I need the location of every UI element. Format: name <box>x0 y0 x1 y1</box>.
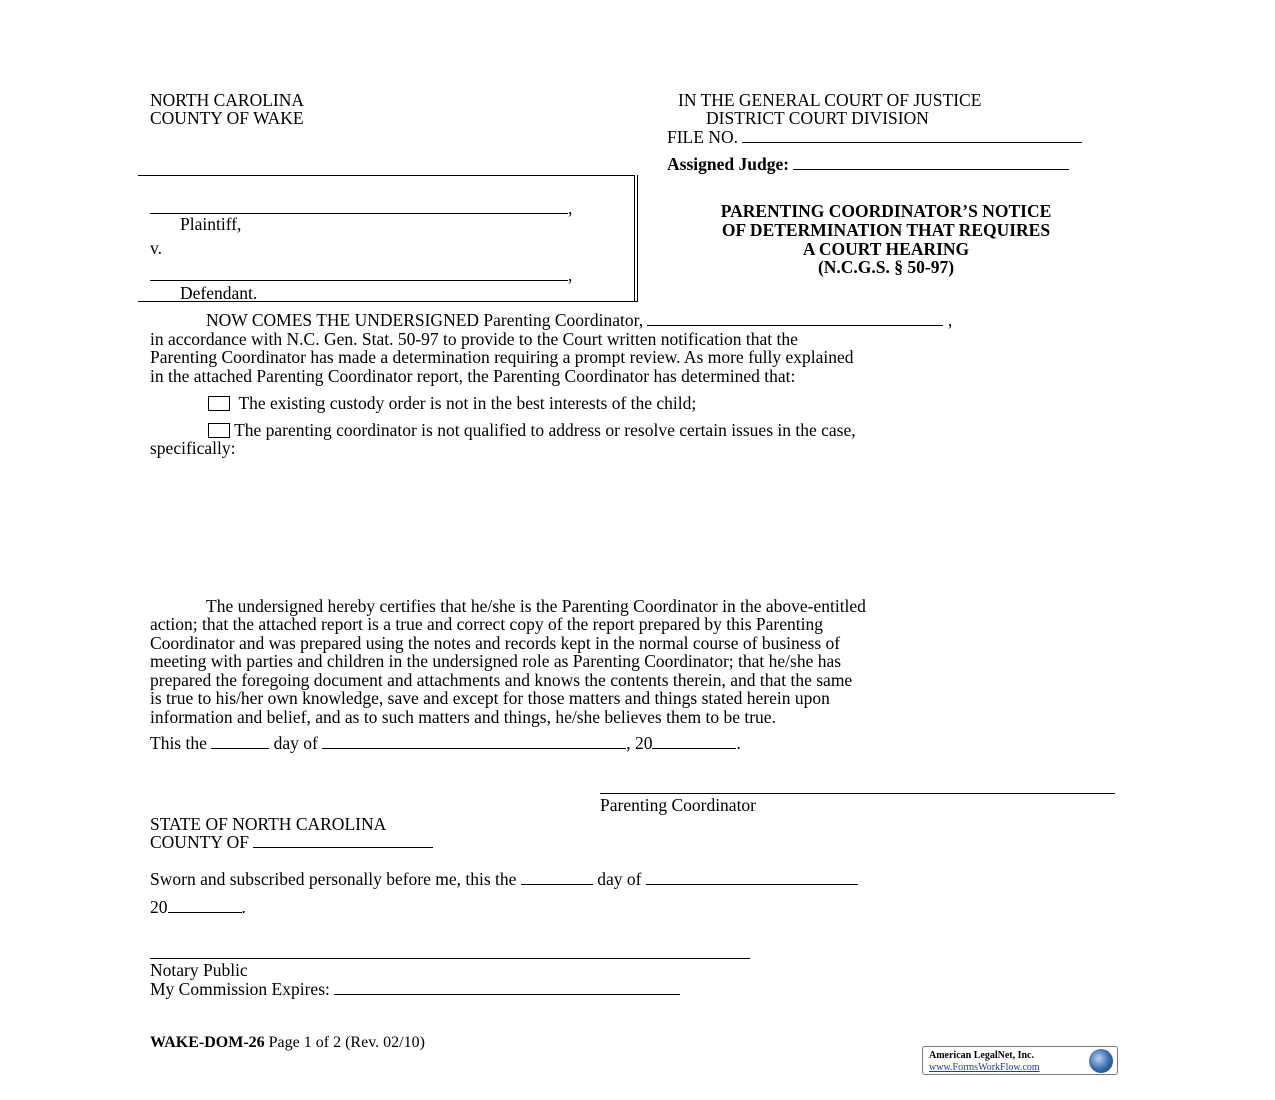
not-qualified-checkbox[interactable] <box>208 423 230 438</box>
form-title-line4: (N.C.G.S. § 50-97) <box>817 257 955 277</box>
logo-url[interactable]: www.FormsWorkFlow.com <box>929 1062 1040 1073</box>
notary-county-label: COUNTY OF <box>150 832 250 852</box>
sworn-month-field[interactable] <box>646 870 858 885</box>
notary-state: STATE OF NORTH CAROLINA <box>150 814 387 834</box>
notary-public-label: Notary Public <box>150 960 248 980</box>
defendant-row <box>150 266 572 285</box>
option-not-qualified <box>208 421 856 440</box>
plaintiff-label: Plaintiff, <box>180 214 242 234</box>
option-best-interests <box>208 394 696 413</box>
cert-line1: The undersigned hereby certifies that he/she is the Parenting Coordinator in the above-entitled <box>206 596 866 616</box>
assigned-judge-field[interactable] <box>793 155 1069 170</box>
sworn-year-row <box>150 898 246 917</box>
intro-comma: , <box>947 310 953 330</box>
date-day-field[interactable] <box>211 734 269 749</box>
cert-line4: meeting with parties and children in the undersigned role as Parenting Coordinator; that he/she has <box>150 651 842 671</box>
plaintiff-comma: , <box>568 198 573 218</box>
intro-text-start: NOW COMES THE UNDERSIGNED Parenting Coordinator, <box>206 310 644 330</box>
defendant-label: Defendant. <box>180 283 258 303</box>
cert-line6: is true to his/her own knowledge, save and except for those matters and things stated herein upon <box>150 688 830 708</box>
date-year-field[interactable] <box>652 734 736 749</box>
date-day-of-label: day of <box>273 733 318 753</box>
sworn-year-field[interactable] <box>168 898 242 913</box>
form-id: WAKE-DOM-26 <box>150 1034 265 1051</box>
county-name: COUNTY OF WAKE <box>150 108 304 128</box>
versus-label: v. <box>150 238 162 258</box>
notary-county-field[interactable] <box>253 833 433 848</box>
best-interests-checkbox[interactable] <box>208 396 230 411</box>
file-no-row <box>667 128 1082 147</box>
sworn-year-prefix: 20 <box>150 897 168 917</box>
plaintiff-name-field[interactable] <box>150 199 568 214</box>
commission-label: My Commission Expires: <box>150 979 330 999</box>
cert-line2: action; that the attached report is a true and correct copy of the report prepared by this Parenting <box>150 614 823 634</box>
cert-line5: prepared the foregoing document and attachments and knows the contents therein, and that the same <box>150 670 853 690</box>
commission-expires-field[interactable] <box>334 980 680 995</box>
sworn-text: Sworn and subscribed personally before me, this the <box>150 869 517 889</box>
notary-signature-line[interactable] <box>150 958 750 959</box>
specifically-response-area[interactable] <box>150 462 1125 587</box>
defendant-name-field[interactable] <box>150 266 568 281</box>
signature-label: Parenting Coordinator <box>600 795 757 815</box>
court-division: DISTRICT COURT DIVISION <box>706 108 929 128</box>
logo-company-name: American LegalNet, Inc. <box>929 1050 1034 1061</box>
form-title-line1: PARENTING COORDINATOR’S NOTICE <box>720 201 1052 221</box>
caption-top-rule <box>138 175 634 176</box>
cert-line3: Coordinator and was prepared using the notes and records kept in the normal course of business of <box>150 633 841 653</box>
intro-line2: in accordance with N.C. Gen. Stat. 50-97 to provide to the Court written notification that the <box>150 329 798 349</box>
commission-row <box>150 980 680 999</box>
date-year-label: , 20 <box>626 733 653 753</box>
form-title-line3: A COURT HEARING <box>802 239 970 259</box>
form-title-line2: OF DETERMINATION THAT REQUIRES <box>721 220 1051 240</box>
assigned-judge-row <box>667 155 1069 174</box>
sworn-year-period: . <box>241 897 246 917</box>
american-legalnet-logo[interactable] <box>922 1046 1118 1075</box>
sworn-day-field[interactable] <box>521 870 593 885</box>
signature-line[interactable] <box>600 793 1115 794</box>
file-no-field[interactable] <box>742 128 1082 143</box>
caption-divider-double <box>637 175 638 302</box>
state-name: NORTH CAROLINA <box>150 90 305 110</box>
footer-form-info <box>150 1034 425 1051</box>
intro-line1 <box>206 311 952 330</box>
sworn-day-of-label: day of <box>597 869 642 889</box>
date-period: . <box>736 733 741 753</box>
cert-line7: information and belief, and as to such matters and things, he/she believes them to be true. <box>150 707 776 727</box>
file-no-label: FILE NO. <box>667 127 738 147</box>
date-this-the-label: This the <box>150 733 207 753</box>
globe-icon <box>1089 1049 1113 1073</box>
court-name: IN THE GENERAL COURT OF JUSTICE <box>678 90 982 110</box>
option-not-qualified-line2: specifically: <box>150 438 236 458</box>
intro-line4: in the attached Parenting Coordinator report, the Parenting Coordinator has determined that: <box>150 366 796 386</box>
page-info: Page 1 of 2 (Rev. 02/10) <box>268 1034 425 1051</box>
assigned-judge-label: Assigned Judge: <box>667 154 790 174</box>
defendant-comma: , <box>568 265 573 285</box>
option-not-qualified-label: The parenting coordinator is not qualified to address or resolve certain issues in the case, <box>234 420 856 440</box>
intro-line3: Parenting Coordinator has made a determination requiring a prompt review. As more fully explained <box>150 347 854 367</box>
parenting-coordinator-name-field[interactable] <box>647 311 943 326</box>
sworn-row <box>150 870 858 889</box>
option-best-interests-label: The existing custody order is not in the best interests of the child; <box>238 393 697 413</box>
date-month-field[interactable] <box>322 734 626 749</box>
caption-divider <box>634 175 635 302</box>
date-row <box>150 734 741 753</box>
notary-county-row <box>150 833 433 852</box>
